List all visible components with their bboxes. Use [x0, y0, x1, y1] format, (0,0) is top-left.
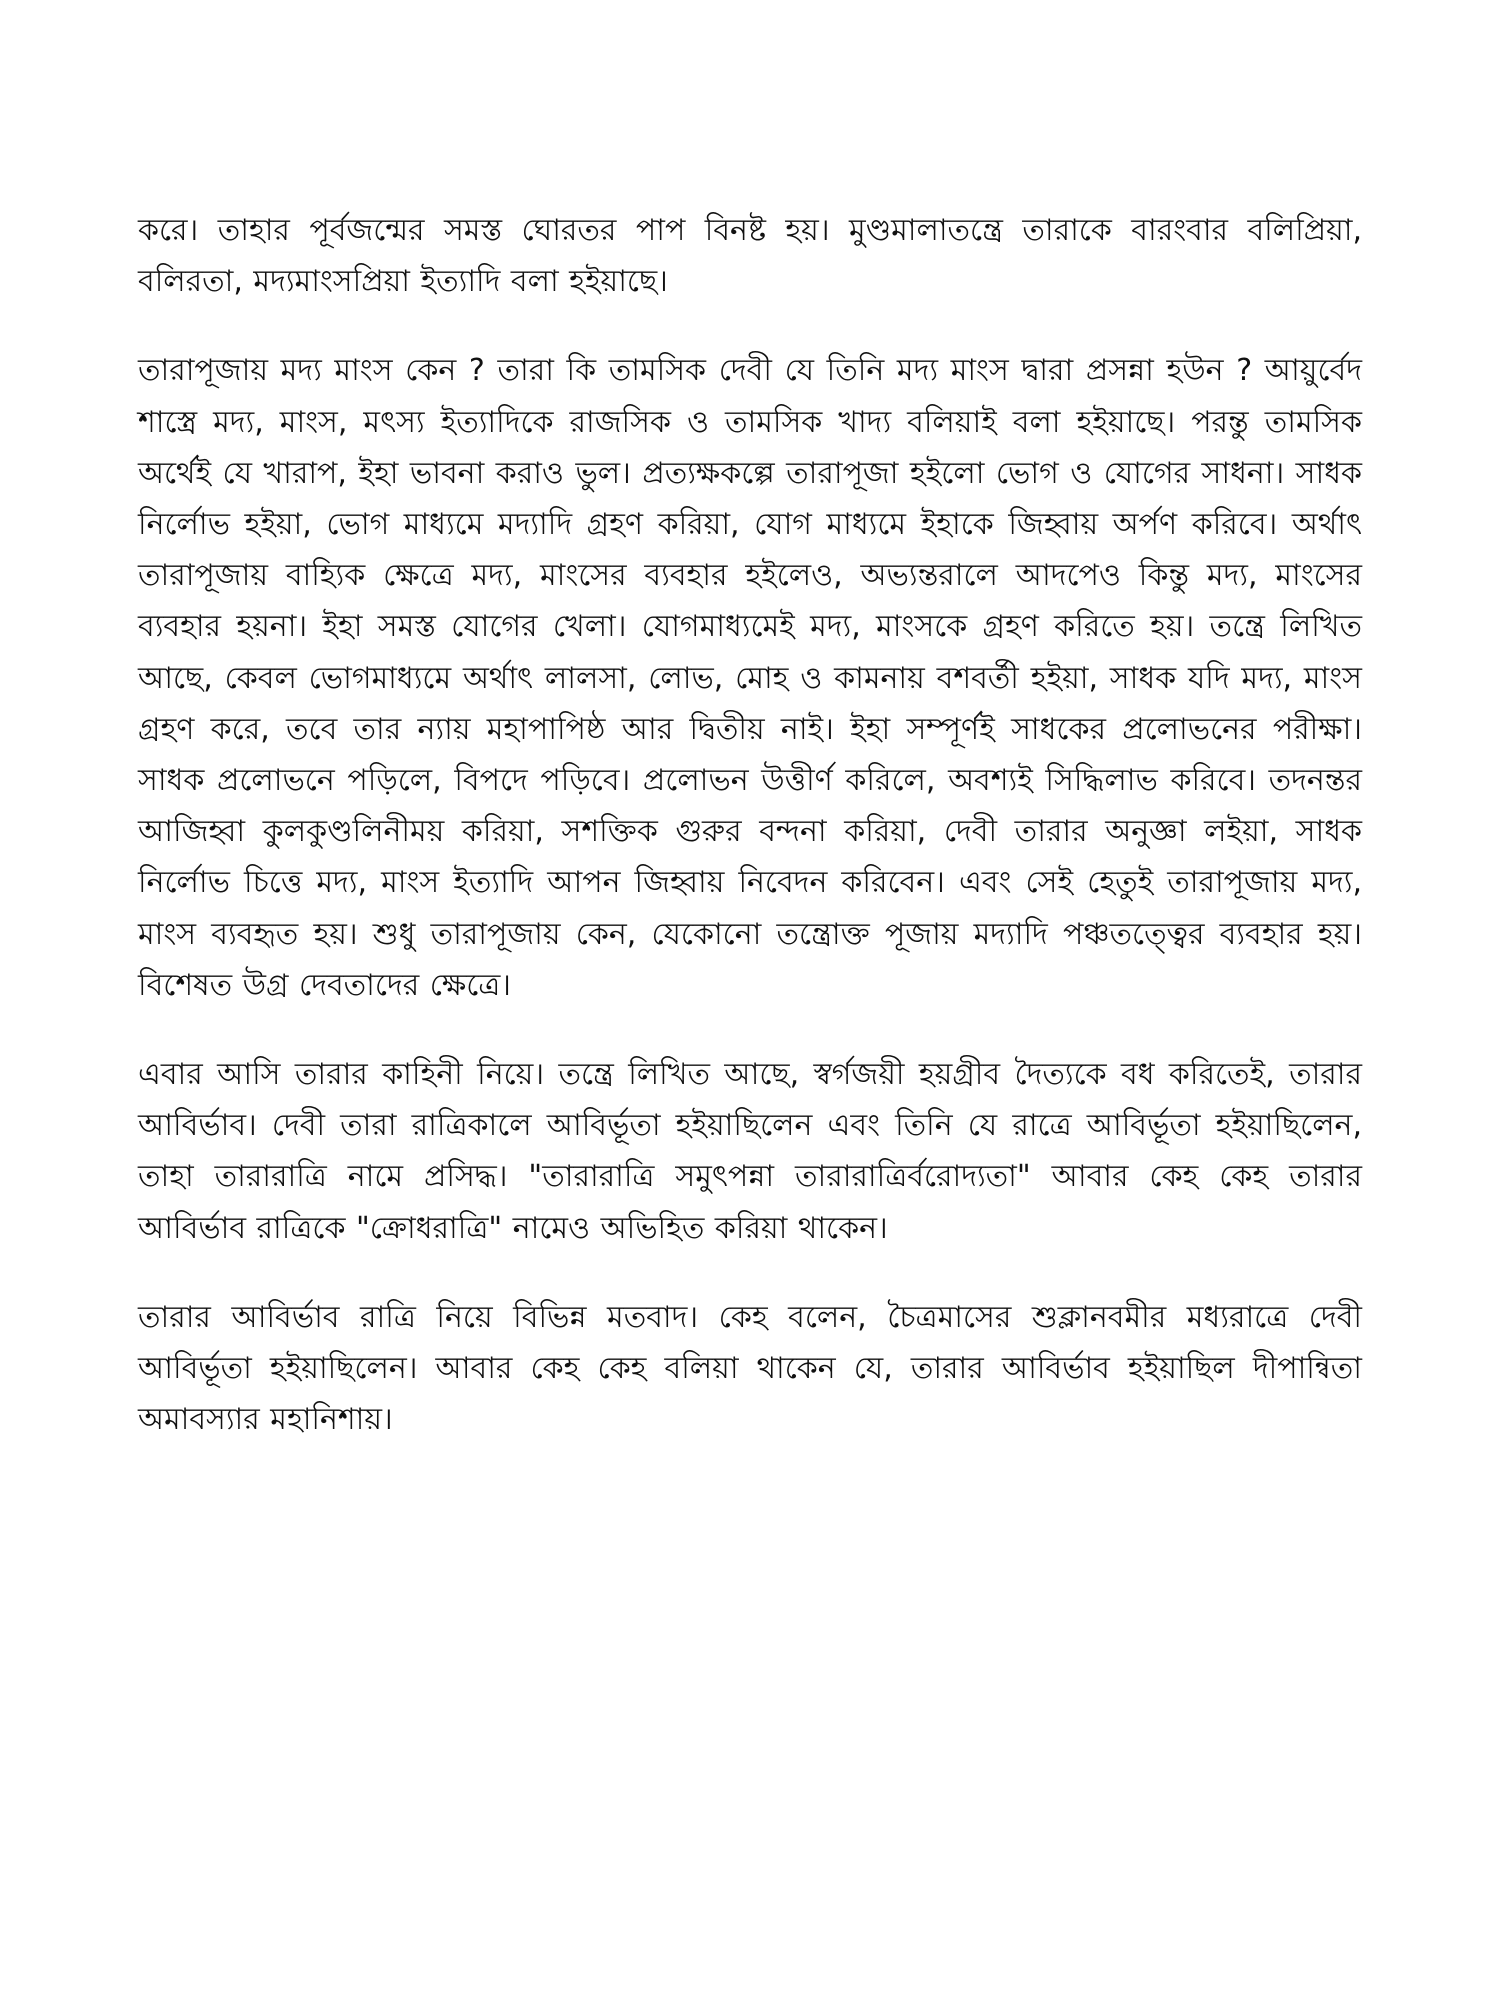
paragraph-1: করে। তাহার পূর্বজন্মের সমস্ত ঘোরতর পাপ বিনষ্ট হয়। মুণ্ডমালাতন্ত্রে তারাকে বারংবার বলিপ্রিয়া, বলিরতা, মদ্যমাংসপ্রিয়া ইত্যাদি বলা হইয়াছে।: [138, 213, 1362, 300]
paragraph-2: তারাপূজায় মদ্য মাংস কেন ? তারা কি তামসিক দেবী যে তিনি মদ্য মাংস দ্বারা প্রসন্না হউন ? আয়ুর্বেদ শাস্ত্রে মদ্য, মাংস, মৎস্য ইত্যাদিকে রাজসিক ও তামসিক খাদ্য বলিয়াই বলা হইয়াছে। পরন্তু তামসিক অর্থেই যে খারাপ, ইহা ভাবনা করাও ভুল। প্রত্যক্ষকল্পে তারাপূজা হইলো ভোগ ও যোগের সাধনা। সাধক নির্লোভ হইয়া, ভোগ মাধ্যমে মদ্যাদি গ্রহণ করিয়া, যোগ মাধ্যমে ইহাকে জিহ্বায় অর্পণ করিবে। অর্থাৎ তারাপূজায় বাহ্যিক ক্ষেত্রে মদ্য, মাংসের ব্যবহার হইলেও, অভ্যন্তরালে আদপেও কিন্তু মদ্য, মাংসের ব্যবহার হয়না। ইহা সমস্ত যোগের খেলা। যোগমাধ্যমেই মদ্য, মাংসকে গ্রহণ করিতে হয়। তন্ত্রে লিখিত আছে, কেবল ভোগমাধ্যমে অর্থাৎ লালসা, লোভ, মোহ ও কামনায় বশবর্তী হইয়া, সাধক যদি মদ্য, মাংস গ্রহণ করে, তবে তার ন্যায় মহাপাপিষ্ঠ আর দ্বিতীয় নাই। ইহা সম্পূর্ণই সাধকের প্রলোভনের পরীক্ষা। সাধক প্রলোভনে পড়িলে, বিপদে পড়িবে। প্রলোভন উত্তীর্ণ করিলে, অবশ্যই সিদ্ধিলাভ করিবে। তদনন্তর আজিহ্বা কুলকুণ্ডলিনীময় করিয়া, সশক্তিক গুরুর বন্দনা করিয়া, দেবী তারার অনুজ্ঞা লইয়া, সাধক নির্লোভ চিত্তে মদ্য, মাংস ইত্যাদি আপন জিহ্বায় নিবেদন করিবেন। এবং সেই হেতুই তারাপূজায় মদ্য, মাংস ব্যবহৃত হয়। শুধু তারাপূজায় কেন, যেকোনো তন্ত্রোক্ত পূজায় মদ্যাদি পঞ্চতত্ত্বের ব্যবহার হয়। বিশেষত উগ্র দেবতাদের ক্ষেত্রে।: [138, 353, 1362, 1003]
paragraph-3: এবার আসি তারার কাহিনী নিয়ে। তন্ত্রে লিখিত আছে, স্বর্গজয়ী হয়গ্রীব দৈত্যকে বধ করিতেই, তারার আবির্ভাব। দেবী তারা রাত্রিকালে আবির্ভূতা হইয়াছিলেন এবং তিনি যে রাত্রে আবির্ভূতা হইয়াছিলেন, তাহা তারারাত্রি নামে প্রসিদ্ধ। "তারারাত্রি সমুৎপন্না তারারাত্রির্বরোদ্যতা" আবার কেহ কেহ তারার আবির্ভাব রাত্রিকে "ক্রোধরাত্রি" নামেও অভিহিত করিয়া থাকেন।: [138, 1057, 1362, 1246]
paragraph-4: তারার আবির্ভাব রাত্রি নিয়ে বিভিন্ন মতবাদ। কেহ বলেন, চৈত্রমাসের শুক্লানবমীর মধ্যরাত্রে দেবী আবির্ভূতা হইয়াছিলেন। আবার কেহ কেহ বলিয়া থাকেন যে, তারার আবির্ভাব হইয়াছিল দীপান্বিতা অমাবস্যার মহানিশায়।: [138, 1299, 1362, 1438]
